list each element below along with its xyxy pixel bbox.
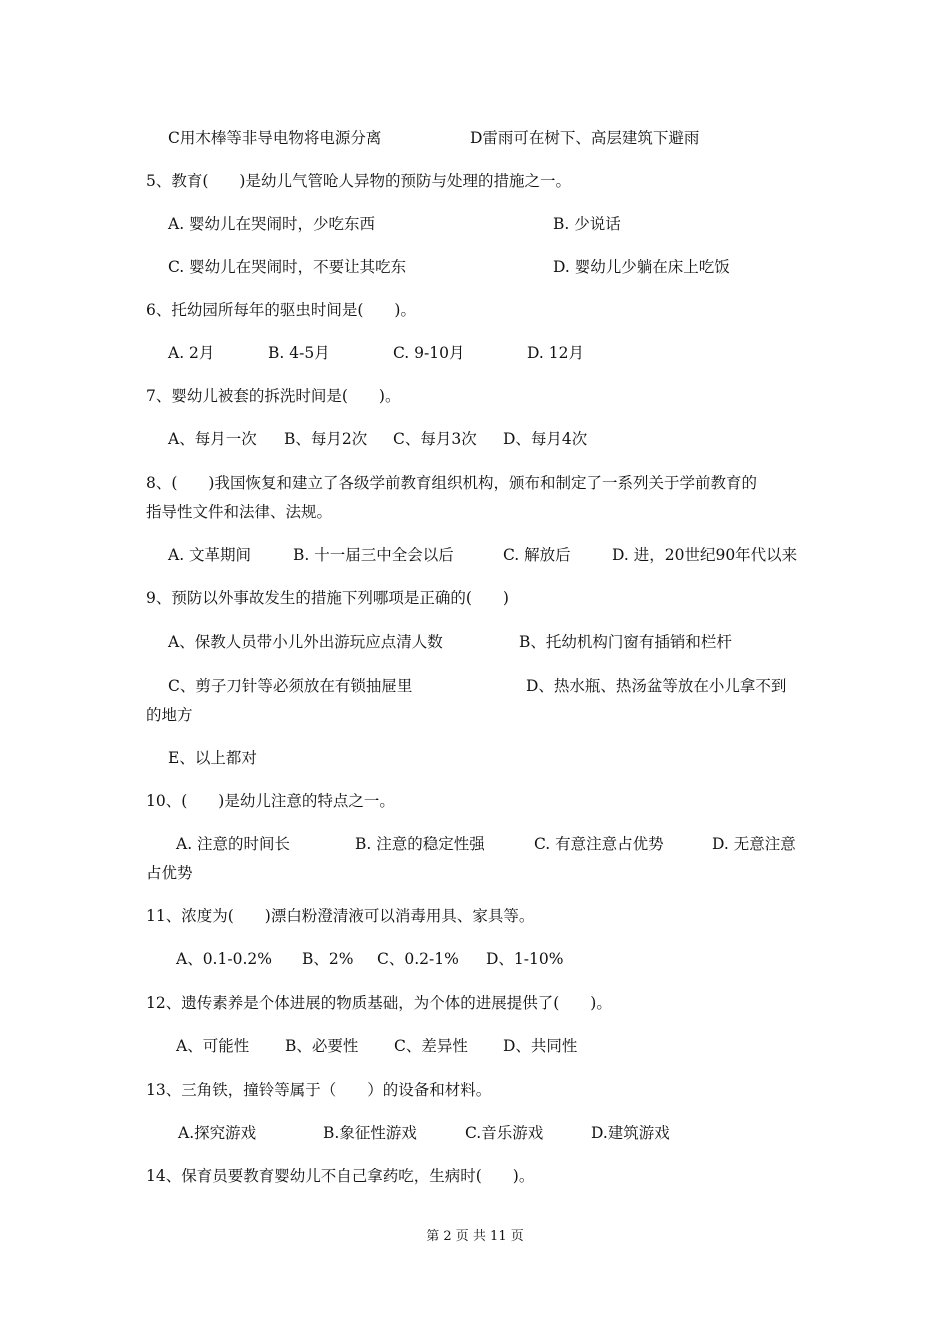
question-8-line-2: 指导性文件和法律、法规。: [146, 503, 333, 521]
question-12: 12、遗传素养是个体进展的物质基础，为个体的进展提供了( )。: [146, 994, 612, 1012]
question-9-option-e: E、以上都对: [168, 749, 257, 767]
question-5: 5、教育( )是幼儿气管呛人异物的预防与处理的措施之一。: [146, 172, 571, 190]
option-a: A、每月一次: [168, 430, 257, 448]
option-b: B、必要性: [285, 1037, 359, 1055]
option-d: D.建筑游戏: [591, 1124, 670, 1142]
option-d: D. 无意注意: [712, 835, 796, 853]
option-d: D、1-10%: [486, 950, 564, 968]
question-7: 7、婴幼儿被套的拆洗时间是( )。: [146, 387, 401, 405]
option-d: D、每月4次: [503, 430, 588, 448]
question-10: 10、( )是幼儿注意的特点之一。: [146, 792, 395, 810]
question-11: 11、浓度为( )漂白粉澄清液可以消毒用具、家具等。: [146, 907, 535, 925]
question-10-option-d-continued: 占优势: [146, 864, 193, 882]
question-9: 9、预防以外事故发生的措施下列哪项是正确的( ): [146, 589, 509, 607]
question-8-line-1: 8、( )我国恢复和建立了各级学前教育组织机构，颁布和制定了一系列关于学前教育的: [146, 474, 757, 492]
question-14: 14、保育员要教育婴幼儿不自己拿药吃，生病时( )。: [146, 1167, 535, 1185]
option-c: C.音乐游戏: [465, 1124, 544, 1142]
option-d: D、热水瓶、热汤盆等放在小儿拿不到: [526, 677, 787, 695]
option-a: A.探究游戏: [178, 1124, 257, 1142]
option-a: A、可能性: [176, 1037, 250, 1055]
option-c: C、每月3次: [393, 430, 477, 448]
option-c: C. 解放后: [503, 546, 571, 564]
question-9-option-d-continued: 的地方: [146, 706, 193, 724]
page-number-footer: 第 2 页 共 11 页: [426, 1229, 524, 1244]
option-a: A、保教人员带小儿外出游玩应点清人数: [168, 633, 443, 651]
option-b: B、托幼机构门窗有插销和栏杆: [519, 633, 732, 651]
option-b: B、每月2次: [284, 430, 368, 448]
option-d: D、共同性: [503, 1037, 578, 1055]
option-c: C、差异性: [394, 1037, 468, 1055]
option-b: B.象征性游戏: [323, 1124, 417, 1142]
option-b: B. 4-5月: [268, 344, 330, 362]
option-c: C. 9-10月: [393, 344, 465, 362]
option-a: A. 注意的时间长: [176, 835, 291, 853]
question-13: 13、三角铁，撞铃等属于（ ）的设备和材料。: [146, 1081, 492, 1099]
option-d: D雷雨可在树下、高层建筑下避雨: [470, 129, 700, 147]
option-c: C. 有意注意占优势: [534, 835, 664, 853]
option-a: A. 2月: [168, 344, 215, 362]
option-b: B. 少说话: [553, 215, 621, 233]
option-a: A. 文革期间: [168, 546, 252, 564]
option-b: B、2%: [302, 950, 354, 968]
option-c: C用木棒等非导电物将电源分离: [168, 129, 382, 147]
option-b: B. 十一届三中全会以后: [293, 546, 454, 564]
option-d: D. 进，20世纪90年代以来: [612, 546, 798, 564]
question-6: 6、托幼园所每年的驱虫时间是( )。: [146, 301, 416, 319]
option-b: B. 注意的稳定性强: [355, 835, 485, 853]
option-c: C、剪子刀针等必须放在有锁抽屉里: [168, 677, 413, 695]
option-a: A、0.1-0.2%: [176, 950, 272, 968]
option-c: C. 婴幼儿在哭闹时，不要让其吃东: [168, 258, 407, 276]
option-d: D. 12月: [527, 344, 584, 362]
option-c: C、0.2-1%: [377, 950, 459, 968]
option-a: A. 婴幼儿在哭闹时，少吃东西: [168, 215, 376, 233]
option-d: D. 婴幼儿少躺在床上吃饭: [553, 258, 730, 276]
